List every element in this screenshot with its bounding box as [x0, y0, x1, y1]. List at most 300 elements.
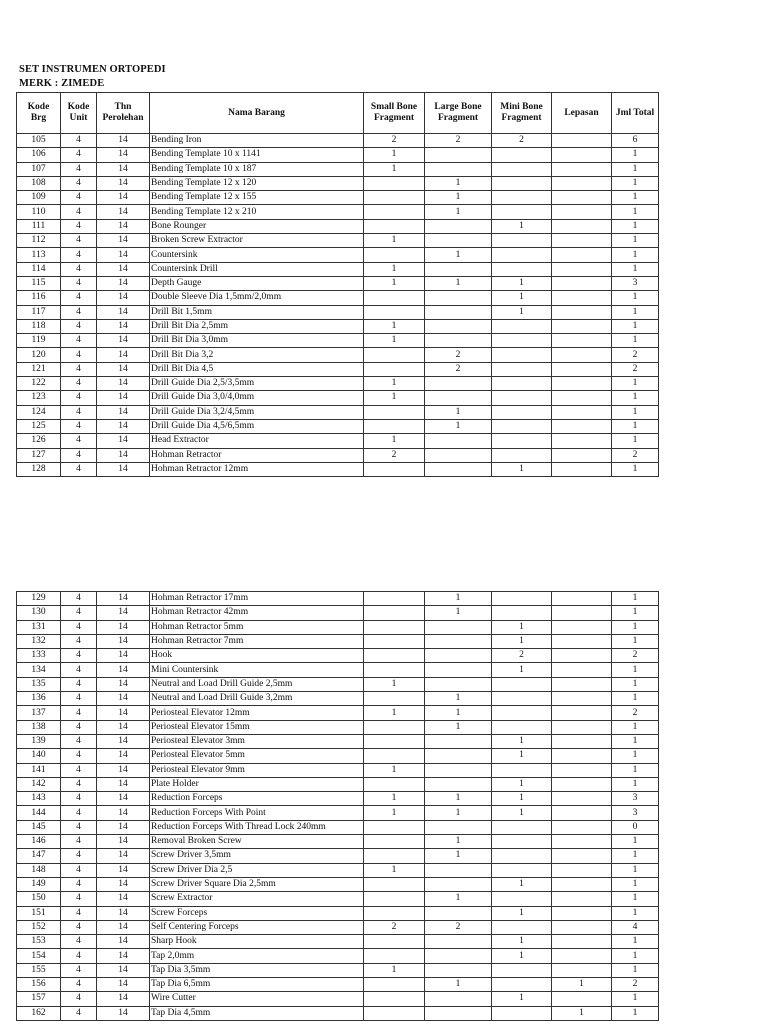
- cell-small-bone: 1: [364, 334, 425, 348]
- cell-jml-total: 1: [612, 419, 659, 433]
- cell-mini-bone: [492, 920, 552, 934]
- cell-nama-barang: Removal Broken Screw: [150, 835, 364, 849]
- cell-thn-perolehan: 14: [97, 434, 150, 448]
- cell-nama-barang: Drill Bit Dia 3,2: [150, 348, 364, 362]
- cell-thn-perolehan: 14: [97, 348, 150, 362]
- cell-nama-barang: Bone Rounger: [150, 219, 364, 233]
- cell-thn-perolehan: 14: [97, 262, 150, 276]
- cell-small-bone: 1: [364, 391, 425, 405]
- cell-mini-bone: 1: [492, 305, 552, 319]
- cell-mini-bone: [492, 706, 552, 720]
- cell-mini-bone: [492, 205, 552, 219]
- cell-kode-brg: 121: [17, 362, 61, 376]
- cell-kode-unit: 4: [61, 419, 97, 433]
- cell-kode-brg: 113: [17, 248, 61, 262]
- cell-mini-bone: [492, 176, 552, 190]
- cell-thn-perolehan: 14: [97, 677, 150, 691]
- cell-mini-bone: [492, 362, 552, 376]
- cell-nama-barang: Drill Bit Dia 3,0mm: [150, 334, 364, 348]
- cell-kode-brg: 115: [17, 276, 61, 290]
- cell-nama-barang: Countersink Drill: [150, 262, 364, 276]
- cell-nama-barang: Hohman Retractor 42mm: [150, 606, 364, 620]
- cell-thn-perolehan: 14: [97, 877, 150, 891]
- cell-kode-unit: 4: [61, 377, 97, 391]
- cell-large-bone: 2: [425, 348, 492, 362]
- cell-kode-unit: 4: [61, 434, 97, 448]
- cell-thn-perolehan: 14: [97, 305, 150, 319]
- cell-lepasan: [552, 434, 612, 448]
- table-row: [17, 419, 659, 433]
- table-row: [17, 792, 659, 806]
- cell-thn-perolehan: 14: [97, 734, 150, 748]
- cell-nama-barang: Head Extractor: [150, 434, 364, 448]
- cell-small-bone: [364, 734, 425, 748]
- cell-small-bone: 2: [364, 448, 425, 462]
- cell-large-bone: [425, 262, 492, 276]
- cell-thn-perolehan: 14: [97, 792, 150, 806]
- cell-jml-total: 2: [612, 706, 659, 720]
- cell-lepasan: [552, 920, 612, 934]
- cell-kode-unit: 4: [61, 462, 97, 476]
- cell-nama-barang: Hohman Retractor 12mm: [150, 462, 364, 476]
- cell-nama-barang: Hook: [150, 649, 364, 663]
- cell-small-bone: [364, 820, 425, 834]
- cell-kode-unit: 4: [61, 763, 97, 777]
- cell-kode-brg: 145: [17, 820, 61, 834]
- table-row: [17, 434, 659, 448]
- cell-kode-brg: 155: [17, 963, 61, 977]
- cell-kode-unit: 4: [61, 134, 97, 148]
- cell-kode-unit: 4: [61, 692, 97, 706]
- header-large-bone: Large Bone Fragment: [425, 93, 492, 134]
- cell-thn-perolehan: 14: [97, 892, 150, 906]
- cell-large-bone: 1: [425, 176, 492, 190]
- cell-thn-perolehan: 14: [97, 391, 150, 405]
- cell-nama-barang: Screw Driver 3,5mm: [150, 849, 364, 863]
- header-jml-total: Jml Total: [612, 93, 659, 134]
- cell-small-bone: [364, 219, 425, 233]
- table-row: [17, 334, 659, 348]
- cell-kode-unit: 4: [61, 935, 97, 949]
- cell-kode-unit: 4: [61, 362, 97, 376]
- table-row: [17, 877, 659, 891]
- cell-mini-bone: [492, 348, 552, 362]
- cell-mini-bone: 1: [492, 792, 552, 806]
- cell-lepasan: [552, 362, 612, 376]
- cell-small-bone: [364, 892, 425, 906]
- cell-lepasan: [552, 806, 612, 820]
- cell-large-bone: [425, 649, 492, 663]
- cell-kode-brg: 107: [17, 162, 61, 176]
- cell-mini-bone: 1: [492, 620, 552, 634]
- cell-mini-bone: [492, 720, 552, 734]
- cell-large-bone: [425, 734, 492, 748]
- cell-large-bone: [425, 377, 492, 391]
- cell-nama-barang: Depth Gauge: [150, 276, 364, 290]
- table-row: [17, 663, 659, 677]
- cell-nama-barang: Hohman Retractor 17mm: [150, 592, 364, 606]
- cell-kode-brg: 162: [17, 1006, 61, 1020]
- cell-small-bone: [364, 992, 425, 1006]
- cell-small-bone: 1: [364, 434, 425, 448]
- table-row: [17, 706, 659, 720]
- cell-small-bone: [364, 634, 425, 648]
- cell-jml-total: 1: [612, 877, 659, 891]
- cell-small-bone: [364, 935, 425, 949]
- cell-large-bone: [425, 162, 492, 176]
- cell-lepasan: [552, 606, 612, 620]
- cell-jml-total: 1: [612, 849, 659, 863]
- cell-jml-total: 1: [612, 906, 659, 920]
- cell-kode-brg: 144: [17, 806, 61, 820]
- cell-small-bone: 1: [364, 262, 425, 276]
- cell-jml-total: 1: [612, 749, 659, 763]
- inventory-table-2: [16, 591, 659, 1021]
- cell-mini-bone: 1: [492, 734, 552, 748]
- table-row: [17, 720, 659, 734]
- cell-kode-unit: 4: [61, 949, 97, 963]
- cell-lepasan: [552, 248, 612, 262]
- cell-jml-total: 1: [612, 892, 659, 906]
- cell-large-bone: 1: [425, 720, 492, 734]
- cell-thn-perolehan: 14: [97, 148, 150, 162]
- cell-thn-perolehan: 14: [97, 920, 150, 934]
- cell-large-bone: 1: [425, 806, 492, 820]
- cell-kode-unit: 4: [61, 262, 97, 276]
- cell-nama-barang: Countersink: [150, 248, 364, 262]
- cell-jml-total: 1: [612, 305, 659, 319]
- cell-nama-barang: Double Sleeve Dia 1,5mm/2,0mm: [150, 291, 364, 305]
- cell-lepasan: [552, 448, 612, 462]
- document-title: SET INSTRUMEN ORTOPEDI: [19, 64, 166, 75]
- cell-large-bone: 1: [425, 835, 492, 849]
- cell-nama-barang: Drill Guide Dia 4,5/6,5mm: [150, 419, 364, 433]
- table-row: [17, 176, 659, 190]
- cell-kode-unit: 4: [61, 348, 97, 362]
- cell-jml-total: 1: [612, 391, 659, 405]
- cell-thn-perolehan: 14: [97, 949, 150, 963]
- cell-jml-total: 1: [612, 620, 659, 634]
- cell-nama-barang: Periosteal Elevator 3mm: [150, 734, 364, 748]
- cell-jml-total: 2: [612, 649, 659, 663]
- cell-small-bone: [364, 291, 425, 305]
- cell-kode-unit: 4: [61, 205, 97, 219]
- cell-small-bone: [364, 419, 425, 433]
- cell-lepasan: [552, 692, 612, 706]
- cell-large-bone: [425, 877, 492, 891]
- cell-large-bone: [425, 462, 492, 476]
- cell-jml-total: 1: [612, 720, 659, 734]
- cell-mini-bone: [492, 863, 552, 877]
- table-row: [17, 734, 659, 748]
- cell-thn-perolehan: 14: [97, 205, 150, 219]
- cell-thn-perolehan: 14: [97, 462, 150, 476]
- cell-thn-perolehan: 14: [97, 592, 150, 606]
- table-row: [17, 391, 659, 405]
- table-row: [17, 677, 659, 691]
- cell-jml-total: 1: [612, 162, 659, 176]
- cell-large-bone: 1: [425, 592, 492, 606]
- cell-kode-brg: 141: [17, 763, 61, 777]
- table-row: [17, 362, 659, 376]
- cell-kode-brg: 152: [17, 920, 61, 934]
- cell-nama-barang: Reduction Forceps: [150, 792, 364, 806]
- cell-nama-barang: Drill Bit Dia 2,5mm: [150, 319, 364, 333]
- cell-mini-bone: [492, 892, 552, 906]
- cell-kode-brg: 111: [17, 219, 61, 233]
- cell-kode-brg: 125: [17, 419, 61, 433]
- cell-mini-bone: [492, 448, 552, 462]
- cell-large-bone: [425, 677, 492, 691]
- cell-thn-perolehan: 14: [97, 663, 150, 677]
- cell-kode-unit: 4: [61, 892, 97, 906]
- table-row: [17, 205, 659, 219]
- cell-large-bone: 1: [425, 405, 492, 419]
- cell-thn-perolehan: 14: [97, 234, 150, 248]
- cell-small-bone: [364, 835, 425, 849]
- inventory-table-1: [16, 92, 659, 477]
- cell-jml-total: 1: [612, 835, 659, 849]
- table-row: [17, 820, 659, 834]
- cell-large-bone: [425, 334, 492, 348]
- cell-large-bone: 1: [425, 706, 492, 720]
- table-row: [17, 634, 659, 648]
- cell-small-bone: [364, 877, 425, 891]
- header-thn-perolehan: Thn Perolehan: [97, 93, 150, 134]
- cell-nama-barang: Hohman Retractor 5mm: [150, 620, 364, 634]
- cell-kode-brg: 157: [17, 992, 61, 1006]
- cell-kode-unit: 4: [61, 162, 97, 176]
- cell-nama-barang: Screw Forceps: [150, 906, 364, 920]
- cell-thn-perolehan: 14: [97, 649, 150, 663]
- cell-mini-bone: [492, 248, 552, 262]
- cell-lepasan: [552, 877, 612, 891]
- cell-jml-total: 1: [612, 992, 659, 1006]
- cell-kode-brg: 142: [17, 777, 61, 791]
- cell-thn-perolehan: 14: [97, 377, 150, 391]
- cell-mini-bone: [492, 148, 552, 162]
- cell-lepasan: [552, 162, 612, 176]
- cell-jml-total: 1: [612, 219, 659, 233]
- cell-mini-bone: [492, 262, 552, 276]
- cell-thn-perolehan: 14: [97, 448, 150, 462]
- cell-kode-unit: 4: [61, 592, 97, 606]
- cell-kode-unit: 4: [61, 191, 97, 205]
- cell-mini-bone: [492, 592, 552, 606]
- cell-kode-unit: 4: [61, 806, 97, 820]
- header-kode-brg: Kode Brg: [17, 93, 61, 134]
- cell-kode-unit: 4: [61, 749, 97, 763]
- cell-kode-brg: 134: [17, 663, 61, 677]
- cell-small-bone: 2: [364, 920, 425, 934]
- brand-subtitle: MERK : ZIMEDE: [19, 78, 105, 89]
- cell-small-bone: 1: [364, 706, 425, 720]
- cell-small-bone: [364, 248, 425, 262]
- cell-large-bone: 2: [425, 362, 492, 376]
- table-row: [17, 234, 659, 248]
- cell-small-bone: [364, 191, 425, 205]
- cell-nama-barang: Bending Template 12 x 155: [150, 191, 364, 205]
- cell-lepasan: [552, 348, 612, 362]
- cell-small-bone: 1: [364, 319, 425, 333]
- cell-small-bone: [364, 620, 425, 634]
- cell-lepasan: [552, 820, 612, 834]
- cell-large-bone: 1: [425, 248, 492, 262]
- cell-kode-brg: 139: [17, 734, 61, 748]
- cell-large-bone: [425, 820, 492, 834]
- cell-lepasan: [552, 405, 612, 419]
- table-row: [17, 377, 659, 391]
- cell-small-bone: 1: [364, 377, 425, 391]
- cell-nama-barang: Periosteal Elevator 15mm: [150, 720, 364, 734]
- cell-kode-unit: 4: [61, 248, 97, 262]
- table-row: [17, 649, 659, 663]
- cell-large-bone: [425, 663, 492, 677]
- header-mini-bone: Mini Bone Fragment: [492, 93, 552, 134]
- cell-kode-brg: 138: [17, 720, 61, 734]
- cell-large-bone: [425, 234, 492, 248]
- cell-kode-unit: 4: [61, 606, 97, 620]
- header-nama-barang: Nama Barang: [150, 93, 364, 134]
- table-row: [17, 992, 659, 1006]
- cell-lepasan: [552, 219, 612, 233]
- cell-mini-bone: 1: [492, 291, 552, 305]
- cell-kode-unit: 4: [61, 706, 97, 720]
- cell-thn-perolehan: 14: [97, 849, 150, 863]
- cell-kode-brg: 151: [17, 906, 61, 920]
- cell-jml-total: 1: [612, 1006, 659, 1020]
- cell-mini-bone: [492, 419, 552, 433]
- cell-mini-bone: [492, 377, 552, 391]
- cell-lepasan: [552, 863, 612, 877]
- cell-thn-perolehan: 14: [97, 291, 150, 305]
- header-small-bone: Small Bone Fragment: [364, 93, 425, 134]
- table-row: [17, 749, 659, 763]
- table-body-2: [17, 592, 659, 1021]
- cell-lepasan: [552, 677, 612, 691]
- cell-large-bone: 1: [425, 692, 492, 706]
- cell-nama-barang: Screw Driver Dia 2,5: [150, 863, 364, 877]
- table-row: [17, 405, 659, 419]
- cell-lepasan: [552, 291, 612, 305]
- cell-thn-perolehan: 14: [97, 606, 150, 620]
- cell-large-bone: [425, 448, 492, 462]
- cell-kode-unit: 4: [61, 734, 97, 748]
- cell-jml-total: 1: [612, 248, 659, 262]
- cell-large-bone: [425, 1006, 492, 1020]
- table-row: [17, 319, 659, 333]
- cell-thn-perolehan: 14: [97, 978, 150, 992]
- table-row: [17, 191, 659, 205]
- cell-jml-total: 2: [612, 362, 659, 376]
- cell-small-bone: [364, 462, 425, 476]
- cell-nama-barang: Bending Template 10 x 1141: [150, 148, 364, 162]
- cell-thn-perolehan: 14: [97, 935, 150, 949]
- cell-mini-bone: 1: [492, 777, 552, 791]
- cell-nama-barang: Periosteal Elevator 5mm: [150, 749, 364, 763]
- cell-thn-perolehan: 14: [97, 219, 150, 233]
- cell-lepasan: [552, 906, 612, 920]
- header-kode-unit: Kode Unit: [61, 93, 97, 134]
- cell-lepasan: [552, 792, 612, 806]
- table-row: [17, 863, 659, 877]
- table-body-1: [17, 134, 659, 477]
- cell-mini-bone: [492, 978, 552, 992]
- cell-thn-perolehan: 14: [97, 1006, 150, 1020]
- cell-thn-perolehan: 14: [97, 963, 150, 977]
- cell-jml-total: 1: [612, 949, 659, 963]
- cell-nama-barang: Self Centering Forceps: [150, 920, 364, 934]
- cell-nama-barang: Hohman Retractor: [150, 448, 364, 462]
- cell-small-bone: [364, 176, 425, 190]
- table-row: [17, 148, 659, 162]
- cell-large-bone: 1: [425, 606, 492, 620]
- cell-lepasan: [552, 305, 612, 319]
- cell-nama-barang: Sharp Hook: [150, 935, 364, 949]
- cell-large-bone: 2: [425, 920, 492, 934]
- cell-jml-total: 1: [612, 262, 659, 276]
- cell-lepasan: 1: [552, 1006, 612, 1020]
- cell-kode-unit: 4: [61, 992, 97, 1006]
- cell-jml-total: 1: [612, 606, 659, 620]
- cell-lepasan: [552, 319, 612, 333]
- cell-kode-unit: 4: [61, 305, 97, 319]
- cell-nama-barang: Periosteal Elevator 9mm: [150, 763, 364, 777]
- cell-kode-brg: 131: [17, 620, 61, 634]
- cell-lepasan: [552, 663, 612, 677]
- cell-kode-unit: 4: [61, 920, 97, 934]
- cell-kode-brg: 128: [17, 462, 61, 476]
- cell-jml-total: 1: [612, 462, 659, 476]
- cell-kode-brg: 156: [17, 978, 61, 992]
- cell-nama-barang: Tap Dia 4,5mm: [150, 1006, 364, 1020]
- cell-mini-bone: 1: [492, 634, 552, 648]
- cell-large-bone: [425, 749, 492, 763]
- cell-kode-unit: 4: [61, 777, 97, 791]
- cell-kode-unit: 4: [61, 620, 97, 634]
- cell-nama-barang: Bending Iron: [150, 134, 364, 148]
- cell-thn-perolehan: 14: [97, 162, 150, 176]
- cell-kode-brg: 116: [17, 291, 61, 305]
- cell-large-bone: [425, 620, 492, 634]
- table-row: [17, 777, 659, 791]
- cell-large-bone: [425, 992, 492, 1006]
- cell-lepasan: [552, 835, 612, 849]
- cell-kode-unit: 4: [61, 663, 97, 677]
- cell-kode-brg: 106: [17, 148, 61, 162]
- cell-lepasan: [552, 720, 612, 734]
- cell-mini-bone: [492, 963, 552, 977]
- cell-thn-perolehan: 14: [97, 134, 150, 148]
- cell-thn-perolehan: 14: [97, 992, 150, 1006]
- cell-kode-brg: 143: [17, 792, 61, 806]
- cell-lepasan: [552, 191, 612, 205]
- cell-jml-total: 0: [612, 820, 659, 834]
- table-row: [17, 606, 659, 620]
- cell-small-bone: 1: [364, 963, 425, 977]
- cell-thn-perolehan: 14: [97, 419, 150, 433]
- cell-kode-unit: 4: [61, 448, 97, 462]
- cell-small-bone: [364, 906, 425, 920]
- cell-small-bone: [364, 305, 425, 319]
- cell-thn-perolehan: 14: [97, 620, 150, 634]
- cell-jml-total: 1: [612, 334, 659, 348]
- cell-large-bone: 1: [425, 205, 492, 219]
- cell-mini-bone: 1: [492, 276, 552, 290]
- cell-kode-brg: 108: [17, 176, 61, 190]
- cell-large-bone: 1: [425, 419, 492, 433]
- cell-lepasan: [552, 963, 612, 977]
